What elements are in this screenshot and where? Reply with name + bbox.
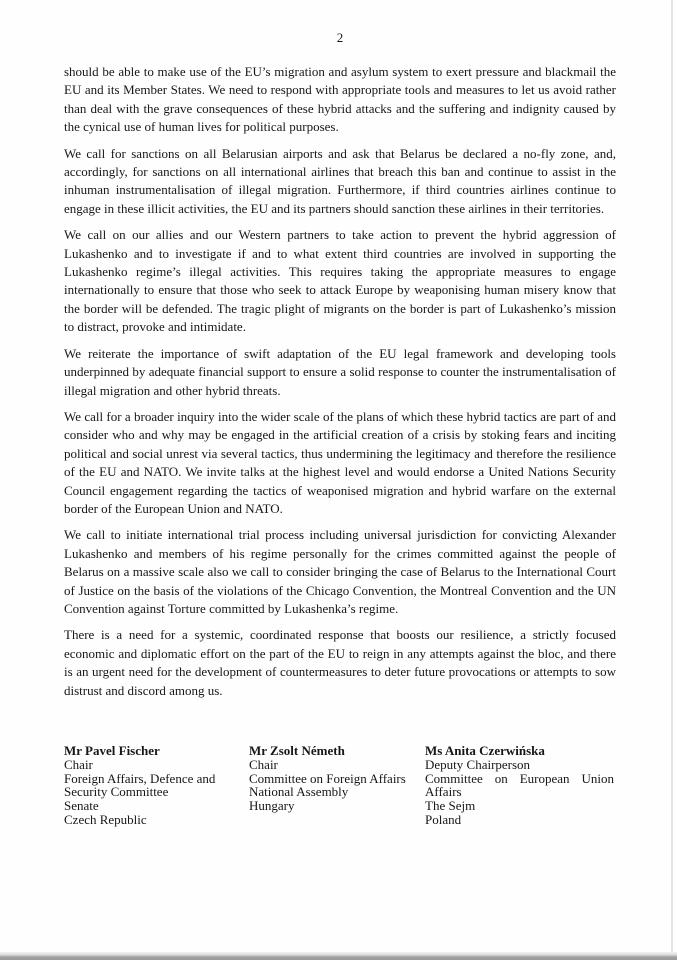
body-paragraph: We call for sanctions on all Belarusian airports and ask that Belarus be declared a no-fly zone, and, accordingly, for sanctions on all international airlines that breach this ban and continue to assist in the inhuman instrumentalisation of illegal migration. Furthermore, if third countries airlines continue to engage in these illicit activities, the EU and its partners should sanction these airlines in their territories. — [64, 145, 616, 216]
signatory-nemeth — [249, 744, 425, 827]
signatory-name: Mr Zsolt Németh — [249, 743, 345, 758]
signatory-role: Deputy Chairperson — [425, 756, 531, 772]
body-paragraph: There is a need for a systemic, coordinated response that boosts our resilience, a strictly focused economic and diplomatic effort on the part of the EU to reign in any attempts against the bloc, and there is an urgent need for the development of countermeasures to deter future provocations or attempts to sow distrust and discord among us. — [64, 627, 616, 698]
body-paragraph: We call to initiate international trial process including universal jurisdiction for convicting Alexander Lukashenko and members of his regime personally for the crimes committed against the people of Belarus on a massive scale also we call to consider bringing the case of Belarus to the International Court of Justice on the basis of the violations of the Chicago Convention, the Montreal Convention and the UN Convention against Torture committed by Lukashenka’s regime. — [64, 527, 616, 616]
signatory-committee: Committee on European Union Affairs — [425, 770, 614, 800]
scan-edge-bottom — [0, 952, 677, 960]
signature-block — [64, 744, 616, 827]
signatory-committee: Foreign Affairs, Defence and Security Committee — [64, 770, 216, 800]
signatory-committee: Committee on Foreign Affairs — [249, 770, 406, 786]
signatory-name: Ms Anita Czerwińska — [425, 743, 545, 758]
page-number: 2 — [336, 30, 344, 45]
signatory-role: Chair — [249, 756, 278, 772]
body-paragraph: We call for a broader inquiry into the wider scale of the plans of which these hybrid tactics are part of and consider who and why may be engaged in the artificial creation of a crisis by stoking fears and inciting political and social unrest via several tactics, thus undermining the legitimacy and therefore the resilience of the EU and NATO. We invite talks at the highest level and would endorse a United Nations Security Council engagement regarding the tactics of weaponised migration and hybrid warfare on the external border of the European Union and NATO. — [64, 408, 616, 516]
signatory-name: Mr Pavel Fischer — [64, 743, 160, 758]
signatory-body: The Sejm — [425, 798, 476, 814]
signatory-fischer — [64, 744, 249, 827]
signatory-czerwinska — [425, 744, 614, 827]
signatory-country: Hungary — [249, 798, 295, 814]
body-paragraph: We reiterate the importance of swift adaptation of the EU legal framework and developing tools underpinned by adequate financial support to ensure a solid response to counter the instrumentalisation of illegal migration and other hybrid threats. — [64, 345, 616, 398]
signatory-body: National Assembly — [249, 784, 349, 800]
body-paragraph: We call on our allies and our Western partners to take action to prevent the hybrid aggression of Lukashenko and to investigate if and to what extent third countries are involved in supporting the Lukashenko regime’s illegal activities. This requires taking the appropriate measures to engage internationally to ensure that those who seek to attack Europe by weaponising human misery know that the border will be defended. The tragic plight of migrants on the border is part of Lukashenko’s mission to distract, provoke and intimidate. — [64, 227, 616, 335]
page-content — [64, 30, 616, 827]
signatory-role: Chair — [64, 756, 93, 772]
signatory-country: Czech Republic — [64, 811, 147, 827]
body-paragraph: should be able to make use of the EU’s migration and asylum system to exert pressure and blackmail the EU and its Member States. We need to respond with appropriate tools and measures to let us avoid rather than deal with the grave consequences of these hybrid attacks and the suffering and indignity caused by the cynical use of human lives for political purposes. — [64, 64, 616, 135]
signatory-country: Poland — [425, 811, 462, 827]
scan-edge-right — [671, 0, 673, 960]
signatory-body: Senate — [64, 798, 99, 814]
